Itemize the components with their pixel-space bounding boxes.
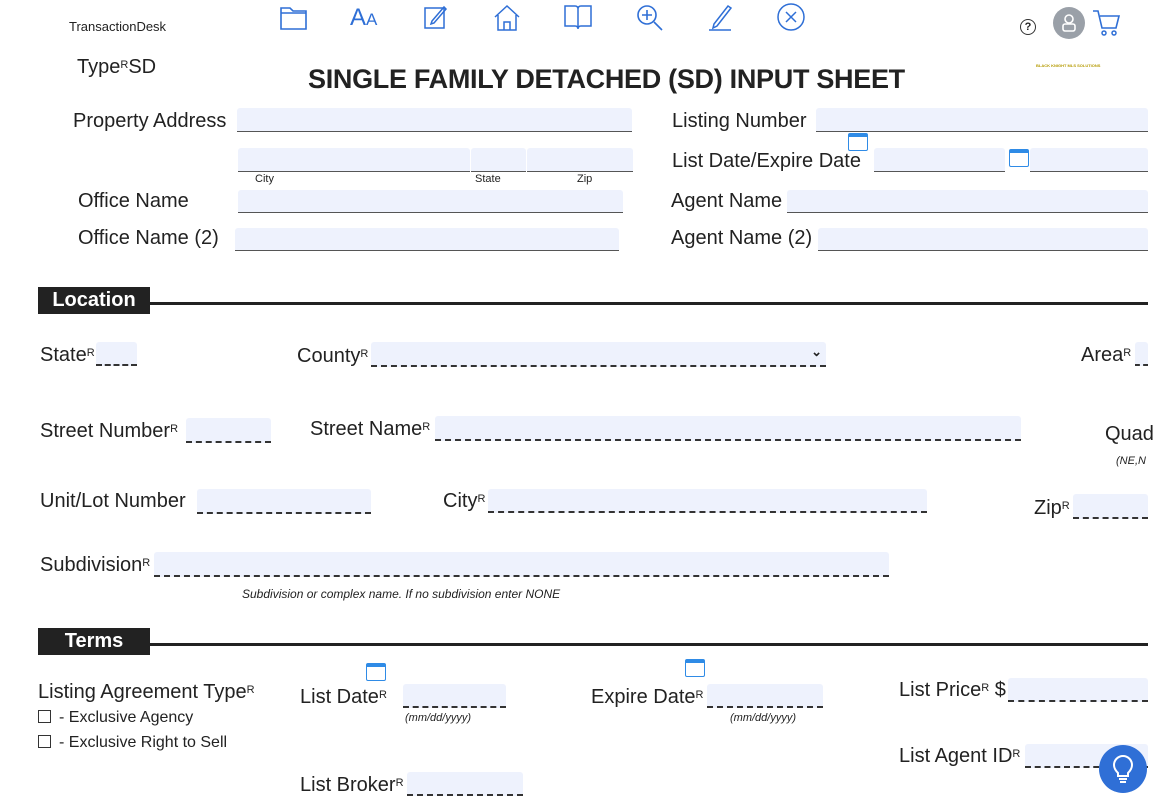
calendar-icon[interactable] (1009, 149, 1029, 167)
list-price-input[interactable] (1008, 678, 1148, 702)
county-select[interactable] (371, 342, 826, 367)
type-label: Type$^R$SD (77, 56, 157, 78)
exclusive-agency-checkbox[interactable] (38, 710, 51, 723)
agent-name-2-label: Agent Name (2) (671, 227, 813, 249)
subdivision-input[interactable] (154, 552, 889, 577)
expire-date-input[interactable] (1030, 148, 1148, 172)
help-button[interactable]: ? (1020, 19, 1036, 35)
property-address-label: Property Address (73, 110, 227, 132)
location-zip-input[interactable] (1073, 494, 1148, 519)
home-icon[interactable] (493, 3, 521, 31)
exclusive-right-checkbox[interactable] (38, 735, 51, 748)
listing-agreement-type-label: Listing Agreement Type$^R$ (38, 681, 255, 703)
zip-caption: Zip (577, 173, 593, 185)
lightbulb-icon (1099, 745, 1147, 793)
logo: BLACK KNIGHT MLS SOLUTIONS (1036, 63, 1101, 68)
city-caption: City (255, 173, 274, 185)
zip-label: Zip$^R$ (1034, 497, 1070, 519)
list-price-label: List Price$^R$ $ (899, 679, 1006, 701)
city-input[interactable] (238, 148, 470, 172)
app-name: TransactionDesk (69, 19, 167, 34)
agent-name-label: Agent Name (671, 190, 783, 212)
subdivision-label: Subdivision$^R$ (40, 554, 151, 576)
subdivision-note: Subdivision or complex name. If no subdivision enter NONE (242, 587, 561, 601)
page-title: SINGLE FAMILY DETACHED (SD) INPUT SHEET (308, 64, 905, 94)
location-section-header: Location (38, 287, 150, 314)
property-address-input[interactable] (237, 108, 632, 132)
terms-section-header: Terms (38, 628, 150, 655)
cart-icon[interactable] (1092, 9, 1122, 37)
close-icon[interactable] (776, 3, 806, 33)
help-lightbulb-button[interactable] (1099, 745, 1147, 793)
agent-name-input[interactable] (787, 190, 1148, 213)
street-number-input[interactable] (186, 418, 271, 443)
chevron-down-icon: ⌄ (811, 344, 822, 359)
state-input[interactable] (471, 148, 526, 172)
calendar-icon[interactable] (848, 133, 868, 151)
zoom-in-icon[interactable] (635, 3, 665, 33)
pen-icon[interactable] (706, 3, 734, 31)
zip-input[interactable] (527, 148, 633, 172)
exclusive-agency-label: - Exclusive Agency (59, 709, 194, 726)
edit-icon[interactable] (423, 4, 449, 30)
listing-number-label: Listing Number (672, 110, 807, 132)
street-name-input[interactable] (435, 416, 1021, 441)
office-name-2-input[interactable] (235, 228, 619, 251)
office-name-input[interactable] (238, 190, 623, 213)
divider (150, 643, 1148, 646)
expire-date-format: (mm/dd/yyyy) (730, 712, 796, 724)
avatar[interactable] (1053, 7, 1085, 39)
list-agent-id-label: List Agent $ID^R$ (899, 745, 1021, 767)
terms-list-date-input[interactable] (403, 684, 506, 708)
folder-icon[interactable] (279, 3, 309, 31)
calendar-icon[interactable] (685, 659, 705, 677)
street-name-label: Street Name$^R$ (310, 418, 431, 440)
list-broker-label: List Broker$^R$ (300, 774, 404, 796)
list-broker-input[interactable] (407, 772, 523, 796)
unit-lot-label: Unit/Lot Number (40, 490, 186, 512)
list-expire-date-label: List Date/Expire Date (672, 150, 861, 172)
calendar-icon[interactable] (366, 663, 386, 681)
quad-note: (NE,N (1116, 455, 1146, 467)
office-name-2-label: Office Name (2) (78, 227, 219, 249)
location-state-input[interactable] (96, 342, 137, 366)
area-input[interactable] (1135, 342, 1148, 366)
office-name-label: Office Name (78, 190, 189, 212)
divider (150, 302, 1148, 305)
state-label: State$^R$ (40, 344, 95, 366)
text-size-icon[interactable]: AA (350, 4, 378, 31)
quad-label: Quad (1105, 423, 1154, 445)
location-city-input[interactable] (488, 489, 927, 513)
book-icon[interactable] (563, 3, 593, 31)
city-label: City$^R$ (443, 490, 486, 512)
unit-lot-input[interactable] (197, 489, 371, 514)
county-label: County$^R$ (297, 345, 369, 367)
list-date-format: (mm/dd/yyyy) (405, 712, 471, 724)
state-caption: State (475, 173, 501, 185)
street-number-label: Street Number$^R$ (40, 420, 179, 442)
area-label: Area$^R$ (1081, 344, 1132, 366)
agent-name-2-input[interactable] (818, 228, 1148, 251)
list-date-label: List Date$^R$ (300, 686, 387, 708)
list-date-input[interactable] (874, 148, 1005, 172)
listing-number-input[interactable] (816, 108, 1148, 132)
expire-date-label: Expire Date$^R$ (591, 686, 704, 708)
exclusive-right-label: - Exclusive Right to Sell (59, 734, 228, 751)
terms-expire-date-input[interactable] (707, 684, 823, 708)
